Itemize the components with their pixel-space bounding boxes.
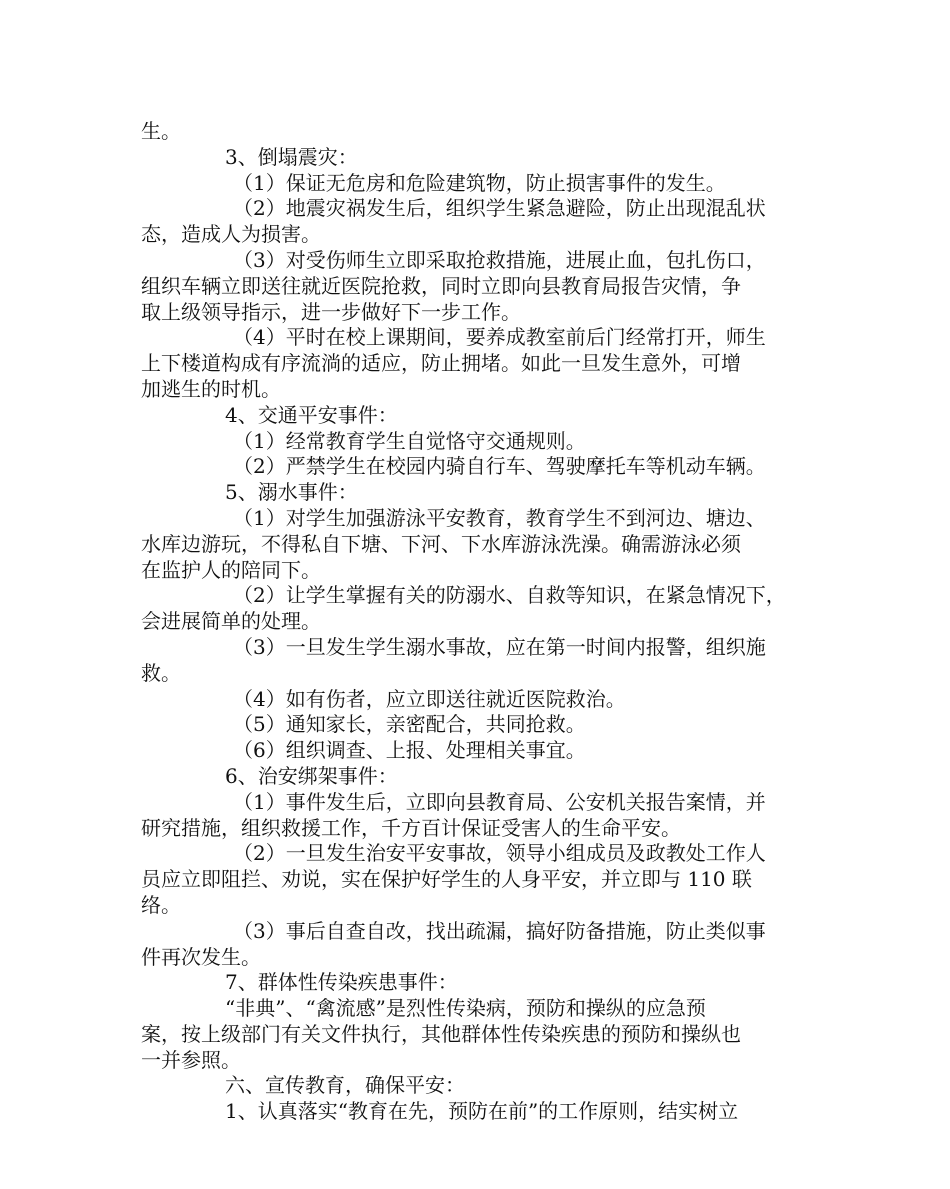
text-line: 六、宣传教育，确保平安： bbox=[225, 1073, 465, 1098]
text-line: 1、认真落实“教育在先，预防在前”的工作原则，结实树立 bbox=[225, 1099, 739, 1124]
text-line: 会进展简单的处理。 bbox=[141, 609, 321, 634]
text-line: （3）对受伤师生立即采取抢救措施，进展止血，包扎伤口， bbox=[233, 247, 766, 272]
text-line: 件再次发生。 bbox=[141, 944, 261, 969]
text-line: （2）一旦发生治安平安事故，领导小组成员及政教处工作人 bbox=[233, 841, 766, 866]
text-line: 络。 bbox=[141, 892, 181, 917]
text-line: 员应立即阻拦、劝说，实在保护好学生的人身平安，并立即与 110 联 bbox=[141, 867, 752, 892]
text-line: （3）事后自查自改，找出疏漏，搞好防备措施，防止类似事 bbox=[233, 918, 766, 943]
text-line: 一并参照。 bbox=[141, 1047, 241, 1072]
text-line: （1）对学生加强游泳平安教育，教育学生不到河边、塘边、 bbox=[233, 505, 766, 530]
text-line: 加逃生的时机。 bbox=[141, 376, 281, 401]
text-line: 救。 bbox=[141, 660, 181, 685]
text-line: 5、溺水事件： bbox=[225, 480, 358, 505]
text-line: 4、交通平安事件： bbox=[225, 402, 398, 427]
text-line: 6、治安绑架事件： bbox=[225, 763, 398, 788]
document-body bbox=[141, 119, 821, 1125]
text-line: 水库边游玩，不得私自下塘、下河、下水库游泳洗澡。确需游泳必须 bbox=[141, 531, 741, 556]
text-line: 组织车辆立即送往就近医院抢救，同时立即向县教育局报告灾情，争 bbox=[141, 273, 741, 298]
text-line: （2）地震灾祸发生后，组织学生紧急避险，防止出现混乱状 bbox=[233, 196, 766, 221]
text-line: 案，按上级部门有关文件执行，其他群体性传染疾患的预防和操纵也 bbox=[141, 1021, 741, 1046]
text-line: （1）事件发生后，立即向县教育局、公安机关报告案情，并 bbox=[233, 789, 766, 814]
text-line: （6）组织调查、上报、处理相关事宜。 bbox=[233, 738, 586, 763]
text-line: （3）一旦发生学生溺水事故，应在第一时间内报警，组织施 bbox=[233, 634, 766, 659]
text-line: 7、群体性传染疾患事件： bbox=[225, 970, 458, 995]
text-line: 3、倒塌震灾： bbox=[225, 144, 358, 169]
text-line: （1）经常教育学生自觉恪守交通规则。 bbox=[233, 428, 586, 453]
text-line: 生。 bbox=[141, 119, 181, 143]
text-line: （4）如有伤者，应立即送往就近医院救治。 bbox=[233, 686, 626, 711]
text-line: （1）保证无危房和危险建筑物，防止损害事件的发生。 bbox=[233, 170, 726, 195]
text-line: 取上级领导指示，进一步做好下一步工作。 bbox=[141, 299, 521, 324]
text-line: （4）平时在校上课期间，要养成教室前后门经常打开，师生 bbox=[233, 325, 766, 350]
text-line: （5）通知家长，亲密配合，共同抢救。 bbox=[233, 712, 586, 737]
text-line: （2）严禁学生在校园内骑自行车、驾驶摩托车等机动车辆。 bbox=[233, 454, 766, 479]
text-line: 态，造成人为损害。 bbox=[141, 222, 321, 247]
text-line: “非典”、“禽流感”是烈性传染病，预防和操纵的应急预 bbox=[225, 996, 706, 1021]
text-line: 上下楼道构成有序流淌的适应，防止拥堵。如此一旦发生意外，可增 bbox=[141, 351, 741, 376]
text-line: 在监护人的陪同下。 bbox=[141, 557, 321, 582]
text-line: 研究措施，组织救援工作，千方百计保证受害人的生命平安。 bbox=[141, 815, 681, 840]
text-line: （2）让学生掌握有关的防溺水、自救等知识，在紧急情况下， bbox=[233, 583, 786, 608]
